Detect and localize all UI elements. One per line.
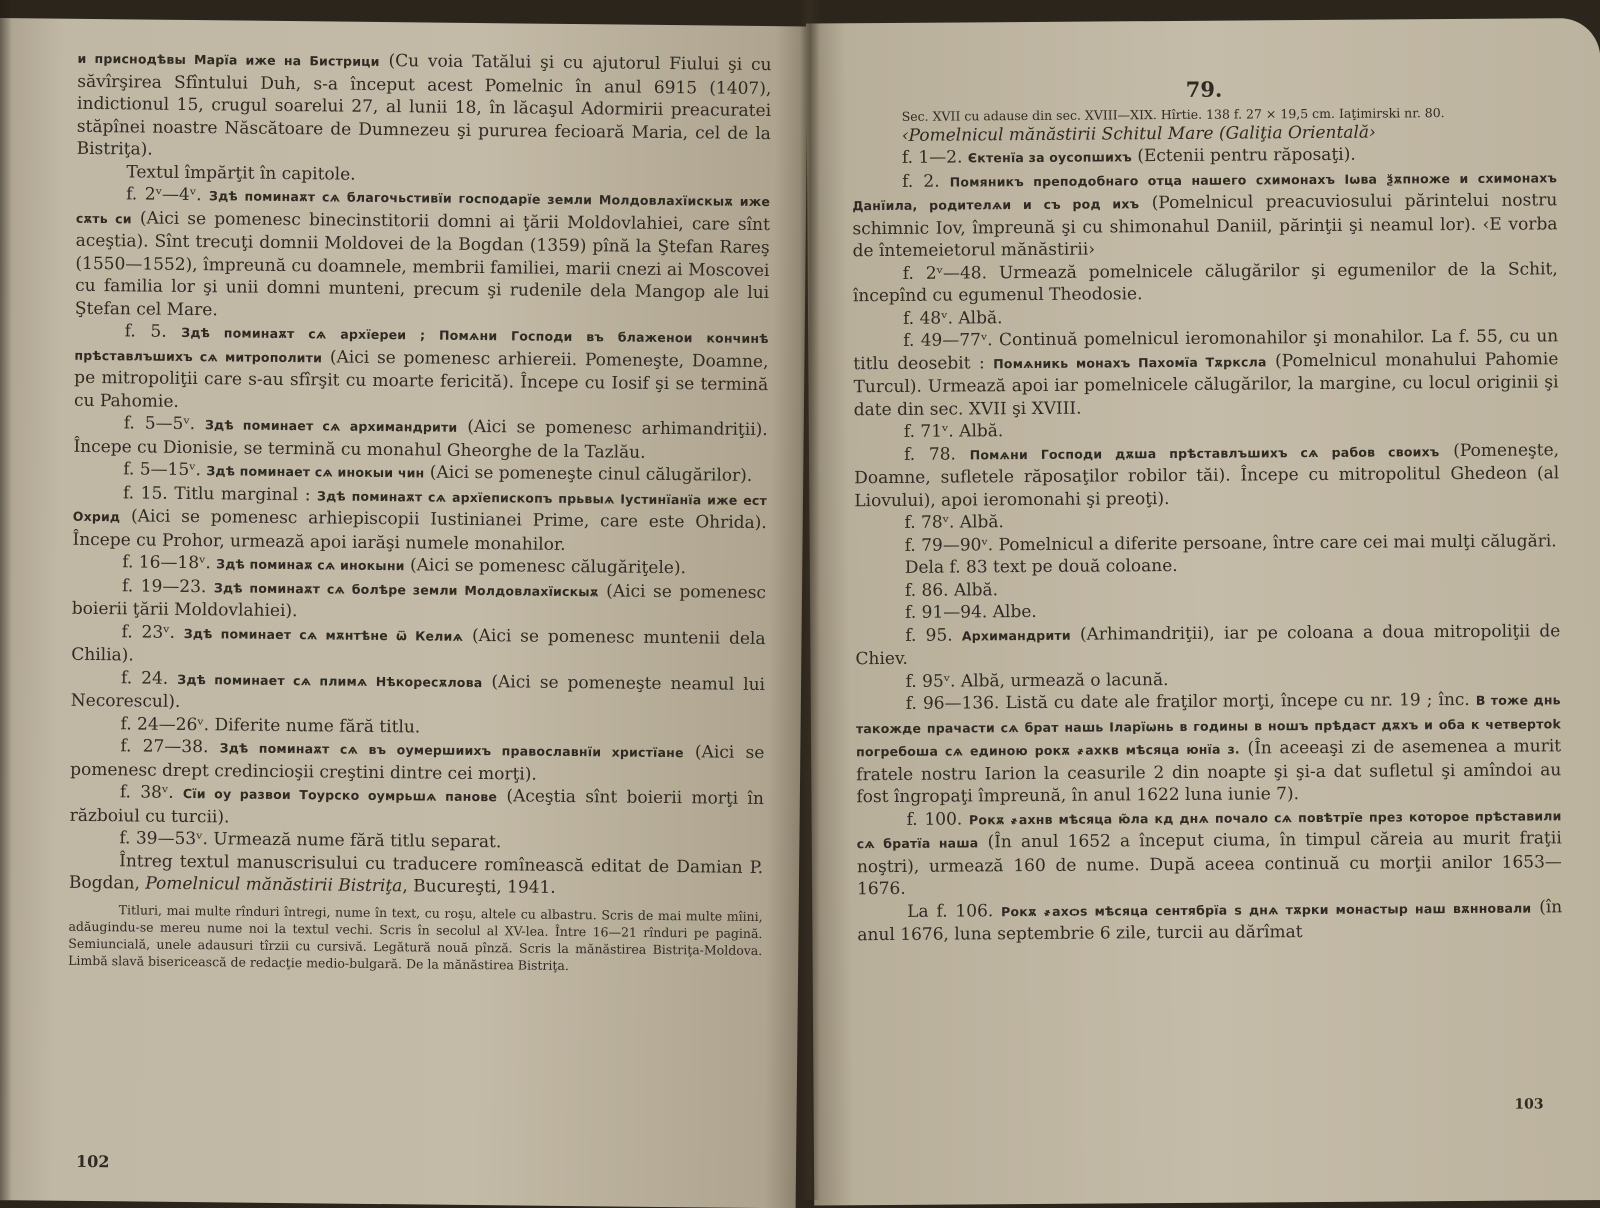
- folio-ref: f. 24.: [120, 667, 178, 689]
- paragraph: [77, 47, 772, 168]
- paragraph: [852, 166, 1558, 263]
- slavonic-text: Здѣ поминаѫт сѧ архїепископъ прьвыѧ Іустинїанїа иже ест Охрид: [72, 487, 768, 525]
- paragraph-text: (Aici se pomenesc drept credincioşii creştini dintre cei morţi).: [70, 742, 765, 785]
- paragraph-text: (În aceeaşi zi de asemenea a murit fratele nostru Iarion la ceasurile 2 din noapte şi şi-a dat sufletul şi amîndoi au fost îngropaţi împreună, în anul 1622 luna iunie 7).: [856, 736, 1562, 808]
- right-page-text: [851, 76, 1562, 946]
- footnote: Titluri, mai multe rînduri întregi, nume în text, cu roşu, altele cu albastru. Scris de mai multe mîini, adăugindu-se mereu nume noi la textul vechi. Scris în secolul al XV-lea. Între 16—21 rînduri pe pagină. Semiuncială, unele adausuri tîrzii cu cursivă. Legătură nouă pînză. Scris la mănăstirea Bistriţa-Moldova. Limbă slavă bisericească de redacţie medio-bulgară. De la mănăstirea Bistriţa.: [68, 901, 763, 973]
- slavonic-text: Здѣ поминает сѧ плимѧ Нѣкоресѫлова: [177, 671, 483, 690]
- folio-ref: f. 5—5ᵛ.: [123, 413, 206, 435]
- paragraph-text: (Aici se pomenesc arhimandriţii). Începe cu Dionisie, se termină cu monahul Gheorghe de la Tazlău.: [73, 416, 768, 463]
- paragraph-text: (Ectenii pentru răposaţi).: [1131, 144, 1356, 167]
- folio-ref: f. 16—18ᵛ.: [122, 552, 217, 574]
- paragraph-text: (Aici se pomenesc arhiereii. Pomeneşte, Doamne, pe mitropoliţii care s-au sfîrşit cu moarte fericită). Începe cu Iosif şi se termină cu Pahomie.: [73, 346, 769, 412]
- folio-ref: f. 15. Titlu marginal :: [122, 482, 318, 505]
- paragraph: [857, 896, 1562, 947]
- folio-ref: f. 91—94. Albe.: [905, 601, 1037, 623]
- folio-ref: f. 38ᵛ.: [119, 782, 184, 803]
- paragraph: [857, 804, 1563, 901]
- folio-ref: f. 71ᵛ. Albă.: [903, 421, 1004, 442]
- paragraph: [73, 412, 767, 465]
- folio-ref: f. 79—90ᵛ. Pomelnicul a diferite persoane, între care cei mai mulţi călugări.: [904, 530, 1557, 556]
- slavonic-text: Здѣ поминаѫт сѧ архїереи ; Помѧни Господи въ блаженои кончинѣ прѣставлъшихъ сѧ митрополити: [74, 324, 769, 365]
- folio-ref: f. 23ᵛ.: [121, 621, 184, 643]
- paragraph-text: (Aici se pomeneşte neamul lui Necorescul).: [70, 671, 766, 712]
- paragraph: [72, 481, 767, 558]
- folio-ref: f. 100.: [906, 808, 970, 830]
- folio-ref: f. 2ᵛ—4ᵛ.: [126, 184, 210, 206]
- edition-note: [69, 849, 763, 901]
- slavonic-text: Здѣ поминаѫт сѧ въ оумершиихъ православнїи христїане: [219, 740, 684, 761]
- page-number: 102: [75, 1151, 110, 1172]
- slavonic-text: Помѧникь монахъ Пахомїа Тѫрксла: [993, 353, 1267, 371]
- slavonic-text: Архимандрити: [961, 627, 1071, 643]
- folio-ref: f. 86. Albă.: [904, 579, 999, 601]
- folio-ref: f. 5.: [124, 321, 182, 342]
- paragraph-text: (Aici se pomenesc arhiepiscopii Iustinianei Prime, care este Ohrida). Începe cu Prohor, urmează apoi iarăşi numele monahilor.: [72, 506, 767, 555]
- slavonic-text: Здѣ поминаѫ сѧ инокыни: [216, 556, 405, 574]
- folio-ref: f. 24—26ᵛ. Diferite nume fără titlu.: [120, 713, 421, 737]
- paragraph-text: (Aici se pomenesc binecinstitorii domni ai ţării Moldovlahiei, care sînt aceştia). Sînt trecuţi domnii Moldovei de la Bogdan (1359) pînă la Ştefan Rareş (1550—1552), împreună cu doamnele, membrii familiei, marii cnezi ai Moscovei cu familia lor şi unii domni munteni, precum şi rudenile dela Mangop ale lui Ştefan cel Mare.: [74, 207, 770, 320]
- page-number: 103: [1514, 1096, 1544, 1113]
- paragraph-text: (în anul 1676, luna septembrie 6 zile, turcii au dărîmat: [857, 896, 1563, 946]
- paragraph-text: (Cu voia Tatălui şi cu ajutorul Fiului şi cu săvîrşirea Sfîntului Duh, s-a început acest Pomelnic în anul 6915 (1407), indictionul 15, crugul soarelui 27, al lunii 18, în lăcaşul Adormirii preacuratei stăpînei noastre Născătoare de Dumnezeu şi pururea fecioară Maria, cel de la Bistriţa).: [76, 50, 772, 160]
- folio-ref: La f. 106.: [907, 900, 1002, 922]
- left-page: [0, 18, 808, 1208]
- paragraph-text: (Pomelnicul preacuviosului părintelui nostru schimnic Iov, împreună şi cu shimonahul Daniil, părinţii şi neamul lor). ‹E vorba de întemeietorul mănăstirii›: [852, 190, 1558, 262]
- folio-ref: f. 95ᵛ. Albă, urmează o lacună.: [905, 669, 1169, 692]
- folio-ref: Dela f. 83 text pe două coloane.: [904, 555, 1178, 578]
- folio-ref: f. 2ᵛ—48. Urmează pomelnicele călugărilor şi egumenilor de la Schit, începînd cu egumenul Theodosie.: [852, 258, 1558, 307]
- paragraph-text: (Aici se pomenesc călugăriţele).: [404, 555, 687, 579]
- slavonic-text: Здѣ поминаѫт сѧ болѣре земли Молдовлахїискыѫ: [213, 579, 599, 599]
- folio-ref: f. 1—2.: [901, 147, 968, 168]
- slavonic-text: В тоже днь такожде прачасти сѧ брат нашь Іларїѡнь в годины в ношъ прѣдаст дѫхъ и оба к четвертоk погребоша сѧ единою рокѫ ҂ахкв мѣсяца юнїа з.: [855, 692, 1561, 760]
- paragraph: [856, 688, 1562, 808]
- paragraph-text: (Aceştia sînt boierii morţi în războiul cu turcii).: [69, 786, 764, 827]
- left-page-text: [68, 47, 772, 976]
- paragraph-text: (Aici se pomenesc boierii ţării Moldovlahiei).: [71, 580, 767, 622]
- paragraph: [853, 258, 1558, 308]
- edition-title: Pomelnicul mănăstirii Bistriţa: [145, 873, 403, 897]
- slavonic-text: Помяникъ преподобнаго отца нашего схимонахъ Іѡва ѯѫпноже и схимонахъ Данїила, родителѧи и съ род ихъ: [852, 169, 1558, 214]
- paragraph-text: (În anul 1652 a început ciuma, în timpul căreia au murit fraţii noştri), urmează 160 de nume. După aceea continuă cu morţii anilor 1653—1676.: [856, 828, 1562, 900]
- right-page: [806, 18, 1600, 1206]
- paragraph: [855, 620, 1560, 671]
- slavonic-text: Здѣ поминает сѧ архимандрити: [204, 417, 458, 435]
- edition-text: Întreg textul manuscrisului cu traducere romînească editat de Damian P. Bogdan,: [68, 850, 764, 894]
- paragraph-text: (Pomelnicul monahului Pahomie Turcul). Urmează apoi iar pomelnicele călugărilor, la margine, cu locul originii şi date din sec. XVII şi XVIII.: [853, 348, 1559, 420]
- paragraph: [71, 620, 765, 673]
- slavonic-text: Рокѫ ҂ахнв мѣсяца ю̃ла кд днѧ почало сѧ повѣтрїе през которое прѣставили сѧ братїа наша: [856, 807, 1562, 852]
- folio-ref: f. 49—77ᵛ. Continuă pomelnicul ieromonahilor şi monahilor. La f. 55, cu un titlu deosebit :: [853, 326, 1559, 374]
- folio-ref: f. 5—15ᵛ.: [123, 459, 207, 481]
- folio-ref: f. 2.: [902, 171, 950, 192]
- paragraph-text: (Aici se pomeneşte cinul călugărilor).: [424, 462, 753, 486]
- paragraph: [70, 781, 764, 834]
- paragraph: [71, 666, 765, 719]
- paragraph: [74, 320, 769, 419]
- paragraph: [854, 439, 1559, 512]
- slavonic-text: Здѣ поминает сѧ инокыи чин: [206, 463, 425, 481]
- slavonic-text: Єктенїа за оусопшихъ: [967, 149, 1132, 166]
- paragraph-text: Textul împărţit în capitole.: [126, 161, 356, 185]
- paragraph: [70, 735, 764, 788]
- page-edge-shadow: [0, 0, 12, 1200]
- slavonic-text: Здѣ поминает сѧ мѫнтѣне ѿ Келиѧ: [183, 625, 464, 644]
- folio-ref: f. 39—53ᵛ. Urmează nume fără titlu separat.: [119, 828, 502, 853]
- edition-text: , Bucureşti, 1941.: [402, 876, 556, 898]
- paragraph-text: (Arhimandriţii), iar pe coloana a doua mitropoliţii de Chiev.: [855, 620, 1561, 670]
- paragraph: [853, 325, 1559, 421]
- slavonic-text: Рокѫ ҂ахѻѕ мѣсяца сентябрїа ѕ днѧ тѫрки монастыр наш вѫнновали: [1001, 900, 1532, 919]
- folio-ref: f. 27—38.: [120, 736, 220, 758]
- slavonic-text: Здѣ поминаѫт сѧ благочьстивїи господарїе земли Молдовлахїискыѫ иже сѫть си: [75, 188, 771, 226]
- paragraph-text: (Aici se pomenesc muntenii dela Chilia).: [71, 625, 766, 666]
- slavonic-text: Сїи оу развои Тоурско оумрьшѧ панове: [182, 785, 498, 805]
- folio-ref: f. 48ᵛ. Albă.: [903, 307, 1003, 329]
- paragraph: [72, 574, 766, 627]
- slavonic-text: и приснодѣвы Марїа иже на Бистрици: [77, 50, 380, 69]
- entry-meta: Sec. XVII cu adause din sec. XVIII—XIX. Hîrtie. 138 f. 27 × 19,5 cm. Iaţimirski nr. 80.: [901, 104, 1445, 124]
- folio-ref: f. 78ᵛ. Albă.: [904, 512, 1004, 533]
- folio-ref: f. 19—23.: [121, 575, 215, 597]
- paragraph: [75, 183, 770, 327]
- book-gutter: [800, 0, 820, 1200]
- folio-ref: f. 78.: [903, 443, 970, 465]
- entry-heading: ‹Pomelnicul mănăstirii Schitul Mare (Galiţia Orientală›: [901, 122, 1376, 146]
- folio-ref: f. 96—136. Listă cu date ale fraţilor morţi, începe cu nr. 19 ; înc.: [905, 689, 1476, 714]
- slavonic-text: Помѧни Господи дѫша прѣставлъшихъ сѧ рабов своихъ: [969, 443, 1440, 462]
- folio-ref: f. 95.: [905, 624, 962, 646]
- entry-number: 79.: [1185, 76, 1223, 102]
- paragraph-text: (Pomeneşte, Doamne, sufletele răposaţilor robilor tăi). Începe cu mitropolitul Ghedeon (al Liovului), apoi ieromonahi şi preoţi).: [854, 439, 1560, 511]
